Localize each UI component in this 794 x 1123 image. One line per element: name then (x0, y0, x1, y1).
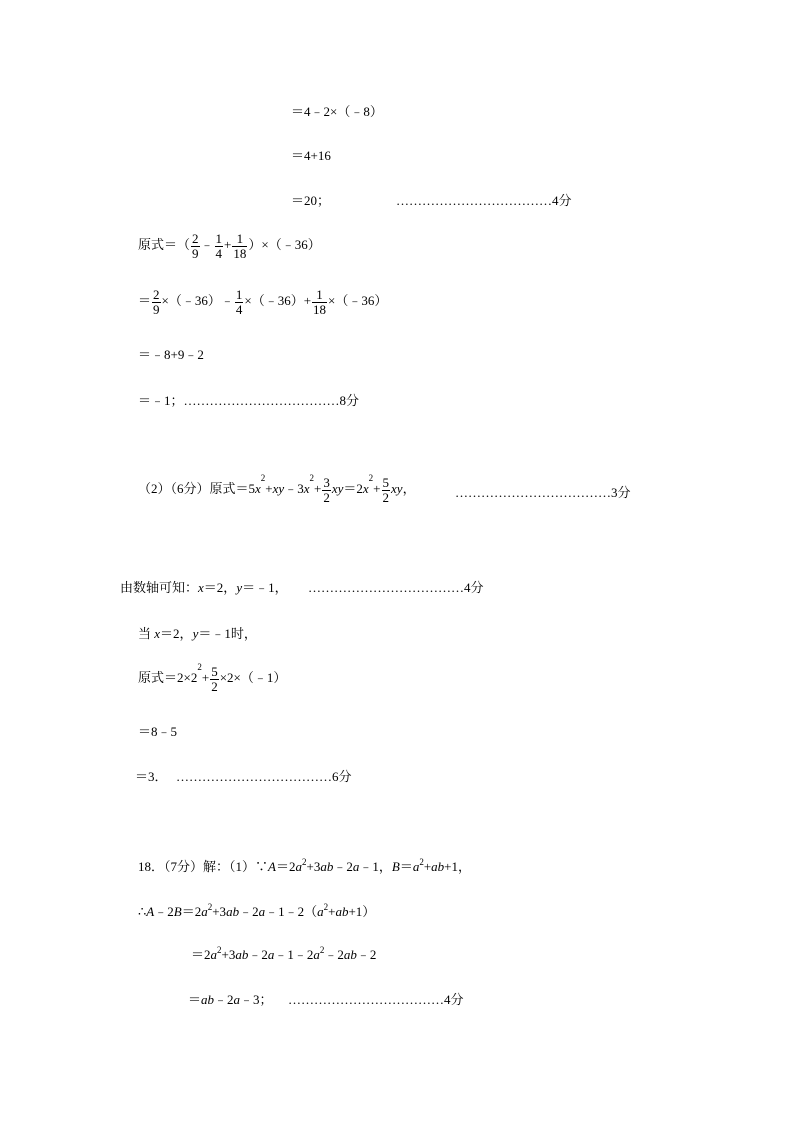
equation-line: 原式＝（ $\frac{2}{9}$ ﹣ $\frac{1}{4}$ + $\frac{1}{18}$ ）×（﹣36） (138, 231, 321, 261)
fraction: $\frac{5}{2}$ (382, 475, 390, 505)
equation-line: 当 x＝2，y＝﹣1时， (138, 626, 257, 641)
equation-line: ＝8﹣5 (138, 724, 178, 739)
equation-line: ＝4+16 (291, 148, 331, 163)
fraction: $\frac{2}{9}$ (153, 287, 160, 317)
fraction: $\frac{3}{2}$ (323, 475, 330, 505)
fraction: $\frac{1}{18}$ (233, 231, 247, 261)
equation-line: 原式$=2\times 2^2+$ $\frac{5}{2}$ ×2×（﹣1） (138, 662, 287, 694)
fraction: $\frac{2}{9}$ (192, 231, 199, 261)
fraction: $\frac{1}{18}$ (313, 287, 327, 317)
equation-line: $=2a^2+3ab﹣2a﹣1﹣2a^2﹣2ab﹣2$ (191, 945, 377, 962)
equation-line: ＝3． (135, 769, 168, 784)
equation-line: ＝﹣8+9﹣2 (138, 347, 204, 362)
equation-line: 18．（7分）解：$(1)\because A=2a^2+3ab﹣2a﹣1$，$B=a^2+ab+1$， (138, 857, 472, 874)
equation-line: 由数轴可知：x＝2，y＝﹣1， (120, 580, 288, 595)
equation-line: ＝4﹣2×（﹣8） (291, 104, 383, 119)
score-mark: ………………………………4分 (396, 193, 572, 208)
equation-line: （2）（6分）原式$=5x^2+xy﹣3x^2+$ $\frac{3}{2}$ $xy=2x^2+$ $\frac{5}{2}$ xy， (138, 473, 416, 505)
fraction: $\frac{1}{4}$ (235, 287, 243, 317)
equation-line: ＝20； (291, 193, 331, 208)
score-mark: ………………………………4分 (308, 580, 484, 595)
equation-line: ＝﹣1；………………………………8分 (138, 393, 360, 408)
fraction: $\frac{1}{4}$ (215, 231, 223, 261)
equation-line: ＝ $\frac{2}{9}$ ×（﹣36）﹣ $\frac{1}{4}$ ×（﹣36）+ $\frac{1}{18}$ ×（﹣36） (138, 287, 388, 317)
score-mark: ………………………………3分 (455, 485, 631, 500)
equation-line: $\therefore A﹣2B=2a^2+3ab﹣2a﹣1﹣2(a^2+ab+1)$ (138, 902, 376, 919)
score-mark: ………………………………4分 (288, 992, 464, 1007)
fraction: $\frac{5}{2}$ (211, 664, 218, 694)
score-mark: ………………………………6分 (176, 769, 352, 784)
equation-line: ＝ab﹣2a﹣3； (188, 992, 273, 1007)
